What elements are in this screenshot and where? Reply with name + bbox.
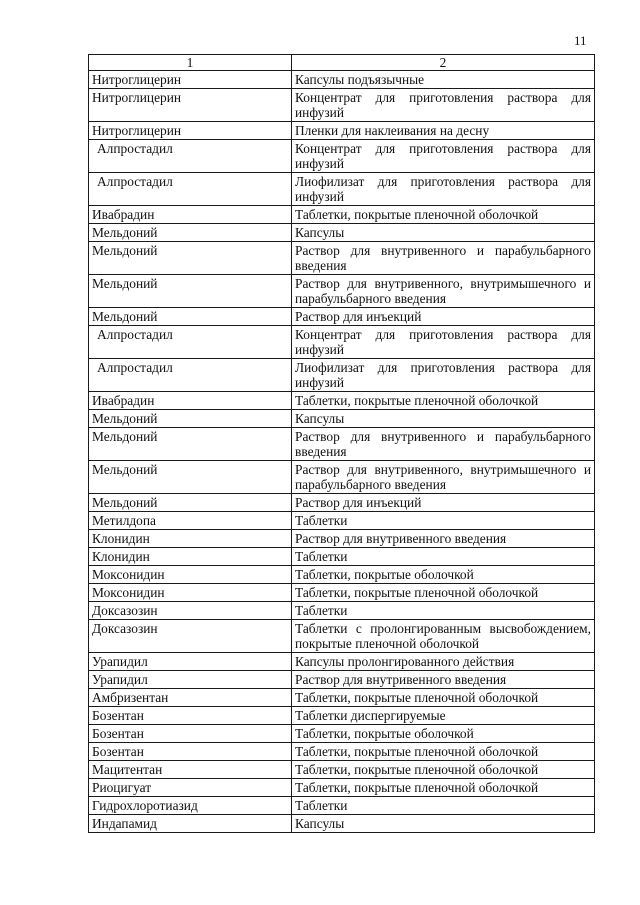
table-row — [89, 71, 595, 89]
dosage-form-cell: Раствор для инъекций — [292, 494, 595, 512]
dosage-form-cell: Таблетки — [292, 797, 595, 815]
dosage-form-cell: Раствор для внутривенного введения — [292, 530, 595, 548]
drug-name-cell: Амбризентан — [89, 689, 292, 707]
drug-name-cell: Моксонидин — [89, 566, 292, 584]
header-row — [89, 55, 595, 71]
drug-name-cell: Урапидил — [89, 671, 292, 689]
dosage-form-cell: Таблетки, покрытые пленочной оболочкой — [292, 206, 595, 224]
dosage-form-cell: Таблетки, покрытые пленочной оболочкой — [292, 779, 595, 797]
dosage-form-cell: Концентрат для приготовления раствора для инфузий — [292, 326, 595, 359]
dosage-form-cell: Концентрат для приготовления раствора для инфузий — [292, 140, 595, 173]
dosage-form-cell: Лиофилизат для приготовления раствора для инфузий — [292, 359, 595, 392]
dosage-form-cell: Таблетки, покрытые пленочной оболочкой — [292, 743, 595, 761]
dosage-form-cell: Лиофилизат для приготовления раствора для инфузий — [292, 173, 595, 206]
dosage-form-cell: Капсулы — [292, 224, 595, 242]
drug-name-cell: Бозентан — [89, 743, 292, 761]
dosage-form-cell: Концентрат для приготовления раствора для инфузий — [292, 89, 595, 122]
table-row — [89, 779, 595, 797]
dosage-form-cell: Раствор для внутривенного, внутримышечного и парабульбарного введения — [292, 461, 595, 494]
drug-name-cell: Гидрохлоротиазид — [89, 797, 292, 815]
drug-name-cell: Клонидин — [89, 548, 292, 566]
drug-name-cell: Нитроглицерин — [89, 89, 292, 122]
table-row — [89, 548, 595, 566]
dosage-form-cell: Таблетки, покрытые пленочной оболочкой — [292, 689, 595, 707]
medication-table — [88, 54, 595, 833]
dosage-form-cell: Пленки для наклеивания на десну — [292, 122, 595, 140]
dosage-form-cell: Таблетки, покрытые пленочной оболочкой — [292, 584, 595, 602]
table-row — [89, 308, 595, 326]
drug-name-cell: Метилдопа — [89, 512, 292, 530]
drug-name-cell: Доксазозин — [89, 602, 292, 620]
table-row — [89, 566, 595, 584]
dosage-form-cell: Раствор для внутривенного, внутримышечного и парабульбарного введения — [292, 275, 595, 308]
drug-name-cell: Алпростадил — [89, 173, 292, 206]
table-row — [89, 689, 595, 707]
dosage-form-cell: Таблетки — [292, 512, 595, 530]
drug-name-cell: Мацитентан — [89, 761, 292, 779]
table-row — [89, 326, 595, 359]
drug-name-cell: Индапамид — [89, 815, 292, 833]
drug-name-cell: Урапидил — [89, 653, 292, 671]
table-row — [89, 224, 595, 242]
dosage-form-cell: Капсулы подъязычные — [292, 71, 595, 89]
dosage-form-cell: Таблетки, покрытые оболочкой — [292, 566, 595, 584]
table-row — [89, 275, 595, 308]
table-row — [89, 725, 595, 743]
drug-name-cell: Мельдоний — [89, 242, 292, 275]
drug-name-cell: Нитроглицерин — [89, 71, 292, 89]
table-row — [89, 797, 595, 815]
table-row — [89, 584, 595, 602]
dosage-form-cell: Таблетки, покрытые пленочной оболочкой — [292, 392, 595, 410]
dosage-form-cell: Капсулы — [292, 815, 595, 833]
table-row — [89, 602, 595, 620]
table-row — [89, 743, 595, 761]
drug-name-cell: Ивабрадин — [89, 206, 292, 224]
drug-name-cell: Клонидин — [89, 530, 292, 548]
drug-name-cell: Бозентан — [89, 707, 292, 725]
drug-name-cell: Мельдоний — [89, 275, 292, 308]
table-row — [89, 815, 595, 833]
drug-name-cell: Доксазозин — [89, 620, 292, 653]
drug-name-cell: Бозентан — [89, 725, 292, 743]
drug-name-cell: Моксонидин — [89, 584, 292, 602]
table-row — [89, 671, 595, 689]
table-row — [89, 89, 595, 122]
drug-name-cell: Ивабрадин — [89, 392, 292, 410]
table-row — [89, 653, 595, 671]
drug-name-cell: Алпростадил — [89, 326, 292, 359]
dosage-form-cell: Таблетки — [292, 602, 595, 620]
table-row — [89, 122, 595, 140]
column-header-1: 1 — [89, 55, 292, 71]
table-row — [89, 761, 595, 779]
drug-name-cell: Мельдоний — [89, 461, 292, 494]
drug-name-cell: Мельдоний — [89, 428, 292, 461]
dosage-form-cell: Капсулы — [292, 410, 595, 428]
drug-name-cell: Алпростадил — [89, 359, 292, 392]
page-number: 11 — [574, 33, 587, 48]
table-row — [89, 707, 595, 725]
table-row — [89, 140, 595, 173]
table-row — [89, 494, 595, 512]
table-row — [89, 512, 595, 530]
column-header-2: 2 — [292, 55, 595, 71]
table-row — [89, 392, 595, 410]
table-row — [89, 173, 595, 206]
table-row — [89, 428, 595, 461]
dosage-form-cell: Раствор для внутривенного и парабульбарного введения — [292, 428, 595, 461]
table-row — [89, 359, 595, 392]
drug-name-cell: Мельдоний — [89, 410, 292, 428]
drug-name-cell: Мельдоний — [89, 308, 292, 326]
table-row — [89, 461, 595, 494]
drug-name-cell: Нитроглицерин — [89, 122, 292, 140]
dosage-form-cell: Таблетки, покрытые пленочной оболочкой — [292, 761, 595, 779]
drug-name-cell: Риоцигуат — [89, 779, 292, 797]
drug-name-cell: Мельдоний — [89, 224, 292, 242]
dosage-form-cell: Раствор для внутривенного введения — [292, 671, 595, 689]
dosage-form-cell: Таблетки диспергируемые — [292, 707, 595, 725]
dosage-form-cell: Таблетки, покрытые оболочкой — [292, 725, 595, 743]
dosage-form-cell: Раствор для инъекций — [292, 308, 595, 326]
table-row — [89, 410, 595, 428]
table-row — [89, 242, 595, 275]
dosage-form-cell: Таблетки — [292, 548, 595, 566]
dosage-form-cell: Таблетки с пролонгированным высвобождением, покрытые пленочной оболочкой — [292, 620, 595, 653]
table-body — [89, 71, 595, 833]
table-row — [89, 620, 595, 653]
table-row — [89, 530, 595, 548]
table-row — [89, 206, 595, 224]
dosage-form-cell: Капсулы пролонгированного действия — [292, 653, 595, 671]
dosage-form-cell: Раствор для внутривенного и парабульбарного введения — [292, 242, 595, 275]
drug-name-cell: Мельдоний — [89, 494, 292, 512]
drug-name-cell: Алпростадил — [89, 140, 292, 173]
